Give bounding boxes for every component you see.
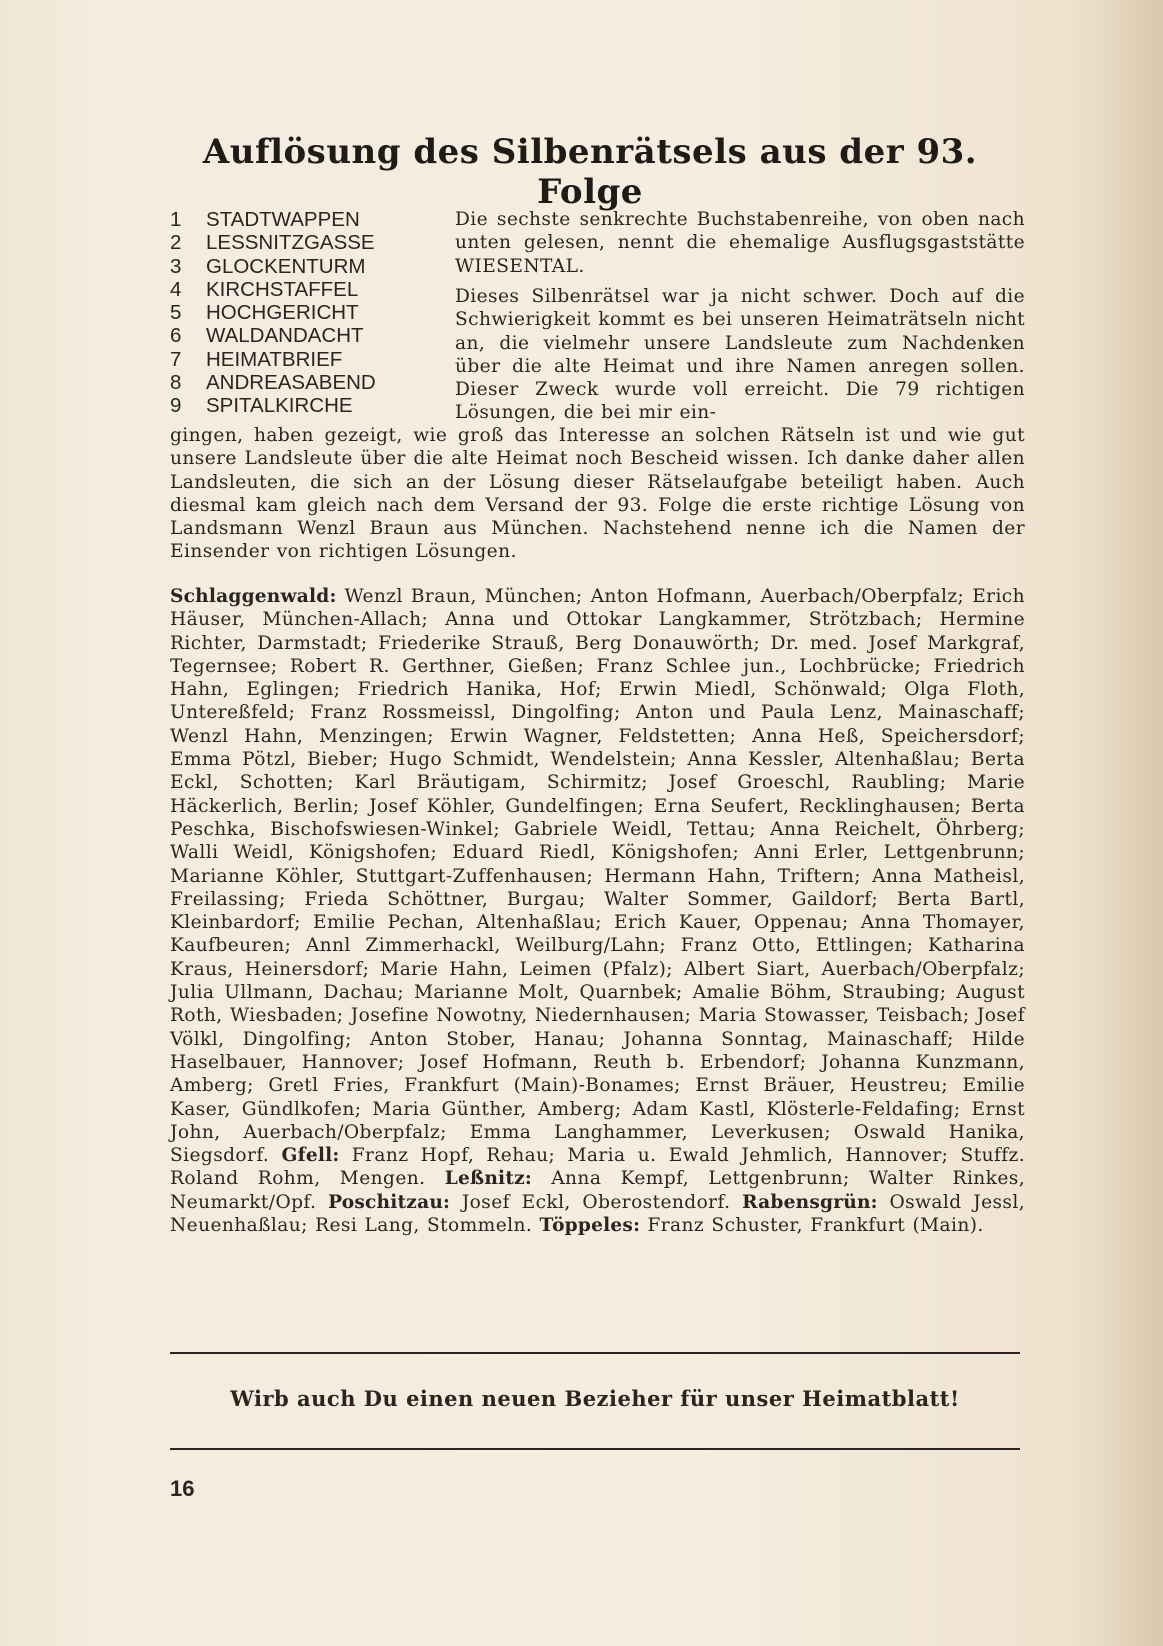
item-number: 5 <box>170 301 182 325</box>
item-word: LESSNITZGASSE <box>206 231 375 255</box>
item-word: ANDREASABEND <box>206 371 376 395</box>
place-heading: Gfell: <box>281 1145 340 1167</box>
page-number: 16 <box>170 1476 195 1501</box>
item-word: HEIMATBRIEF <box>206 347 343 371</box>
place-names: Oswald Jessl, Neuenhaßlau; Resi Lang, Stommeln. <box>170 1191 1026 1237</box>
list-item <box>170 231 440 254</box>
place-heading: Rabensgrün: <box>742 1191 878 1213</box>
divider-top <box>170 1352 1020 1354</box>
place-names: Josef Eckl, Oberostendorf. <box>461 1191 731 1213</box>
item-number: 4 <box>170 277 182 301</box>
list-item <box>170 301 440 324</box>
item-word: HOCHGERICHT <box>206 301 359 325</box>
subscriber-appeal: Wirb auch Du einen neuen Bezieher für unser Heimatblatt! <box>230 1386 960 1411</box>
item-word: WALDANDACHT <box>206 324 364 348</box>
list-item <box>170 278 440 301</box>
place-names: Franz Hopf, Rehau; Maria u. Ewald Jehmlich, Hannover; Stuffz. Roland Rohm, Mengen. <box>170 1145 1026 1190</box>
page-title: Auflösung des Silbenrätsels aus der 93. Folge <box>202 132 978 212</box>
place-heading: Töppeles: <box>539 1215 641 1237</box>
item-number: 6 <box>170 324 182 348</box>
item-number: 1 <box>170 208 182 231</box>
list-item <box>170 394 440 417</box>
divider-bottom <box>170 1448 1020 1450</box>
item-number: 9 <box>170 394 182 418</box>
intro-paragraph: Die sechste senkrechte Buchstabenreihe, von oben nach unten gelesen, nennt die ehemalige Ausflugsgaststätte WIESENTAL. <box>455 209 1025 277</box>
item-number: 2 <box>170 231 182 255</box>
list-item <box>170 348 440 371</box>
list-item <box>170 255 440 278</box>
item-word: GLOCKENTURM <box>206 254 366 278</box>
item-word: SPITALKIRCHE <box>206 394 353 418</box>
place-names: Wenzl Braun, München; Anton Hofmann, Auerbach/Oberpfalz; Erich Häuser, München-Allach; Anna und Ottokar Langkammer, Strötzbach; Hermine Richter, Darmstadt; Friederike Strauß, Berg Donauwörth; Dr. med. Josef Markgraf, Tegernsee; Robert R. Gerthner, Gießen; Franz Schlee jun., Lochbrücke; Friedrich Hahn, Eglingen; Friedrich Hanika, Hof; Erwin Miedl, Schönwald; Olga Floth, Untereßfeld; Franz Rossmeissl, Dingolfing; Anton und Paula Lenz, Mainaschaff; Wenzl Hahn, Menzingen; Erwin Wagner, Feldstetten; Anna Heß, Speichersdorf; Emma Pötzl, Bieber; Hugo Schmidt, Wendelstein; Anna Kessler, Altenhaßlau; Berta Eckl, Schotten; Karl Bräutigam, Schirmitz; Josef Groeschl, Raubling; Marie Häckerlich, Berlin; Josef Köhler, Gundelfingen; Erna Seufert, Recklinghausen; Berta Peschka, Bischofswiesen-Winkel; Gabriele Weidl, Tettau; Anna Reichelt, Öhrberg; Walli Weidl, Königshofen; Eduard Riedl, Königshofen; Anni Erler, Lettgenbrunn; Marianne Köhler, Stuttgart-Zuffenhausen; Hermann Hahn, Triftern; Anna Matheisl, Freilassing; Frieda Schöttner, Burgau; Walter Sommer, Gaildorf; Berta Bartl, Kleinbardorf; Emilie Pechan, Altenhaßlau; Erich Kauer, Oppenau; Anna Thomayer, Kaufbeuren; Annl Zimmerhackl, Weilburg/Lahn; Franz Otto, Ettlingen; Katharina Kraus, Heinersdorf; Marie Hahn, Leimen (Pfalz); Albert Siart, Auerbach/Oberpfalz; Julia Ullmann, Dachau; Marianne Molt, Quarnbek; Amalie Böhm, Straubing; August Roth, Wiesbaden; Josefine Nowotny, Niedernhausen; Maria Stowasser, Teisbach; Josef Völkl, Dingolfing; Anton Stober, Hanau; Johanna Sonntag, Mainaschaff; Hilde Haselbauer, Hannover; Josef Hofmann, Reuth b. Erbendorf; Johanna Kunzmann, Amberg; Gretl Fries, Frankfurt (Main)-Bonames; Ernst Bräuer, Heustreu; Emilie Kaser, Gündlkofen; Maria Günther, Amberg; Adam Kastl, Klösterle-Feldafing; Ernst John, Auerbach/Oberpfalz; Emma Langhammer, Leverkusen; Oswald Hanika, Siegsdorf. <box>170 586 1025 1167</box>
list-item <box>170 324 440 347</box>
solution-list <box>170 208 440 418</box>
place-heading: Schlaggenwald: <box>170 586 337 607</box>
place-heading: Poschitzau: <box>328 1191 451 1213</box>
place-names: Franz Schuster, Frankfurt (Main). <box>647 1215 984 1237</box>
list-item <box>170 208 440 231</box>
place-heading: Leßnitz: <box>444 1168 532 1190</box>
item-word: KIRCHSTAFFEL <box>206 277 359 301</box>
place-names: Anna Kempf, Lettgenbrunn; Walter Rinkes, Neumarkt/Opf. <box>170 1168 1026 1213</box>
body-paragraph-continued: gingen, haben gezeigt, wie groß das Interesse an solchen Rätseln ist und wie gut unsere Landsleute über die alte Heimat noch Bescheid wissen. Ich danke daher allen Landsleuten, die sich an der Lösung dieser Rätselaufgabe beteiligt haben. Auch diesmal kam gleich nach dem Versand der 93. Folge die erste richtige Lösung von Landsmann Wenzl Braun aus München. Nachstehend nenne ich die Namen der Einsender von richtigen Lösungen. <box>170 425 1025 563</box>
list-item <box>170 371 440 394</box>
solvers-list <box>170 585 1025 1237</box>
item-number: 8 <box>170 371 182 395</box>
body-paragraph-start: Dieses Silbenrätsel war ja nicht schwer. Doch auf die Schwierigkeit kommt es bei unseren Heimaträtseln nicht an, die vielmehr unsere Landsleute zum Nachdenken über die alte Heimat und ihre Namen anregen sollen. Dieser Zweck wurde voll erreicht. Die 79 richtigen Lösungen, die bei mir ein- <box>455 286 1025 424</box>
item-number: 7 <box>170 347 182 371</box>
item-word: STADTWAPPEN <box>206 208 360 231</box>
item-number: 3 <box>170 254 182 278</box>
